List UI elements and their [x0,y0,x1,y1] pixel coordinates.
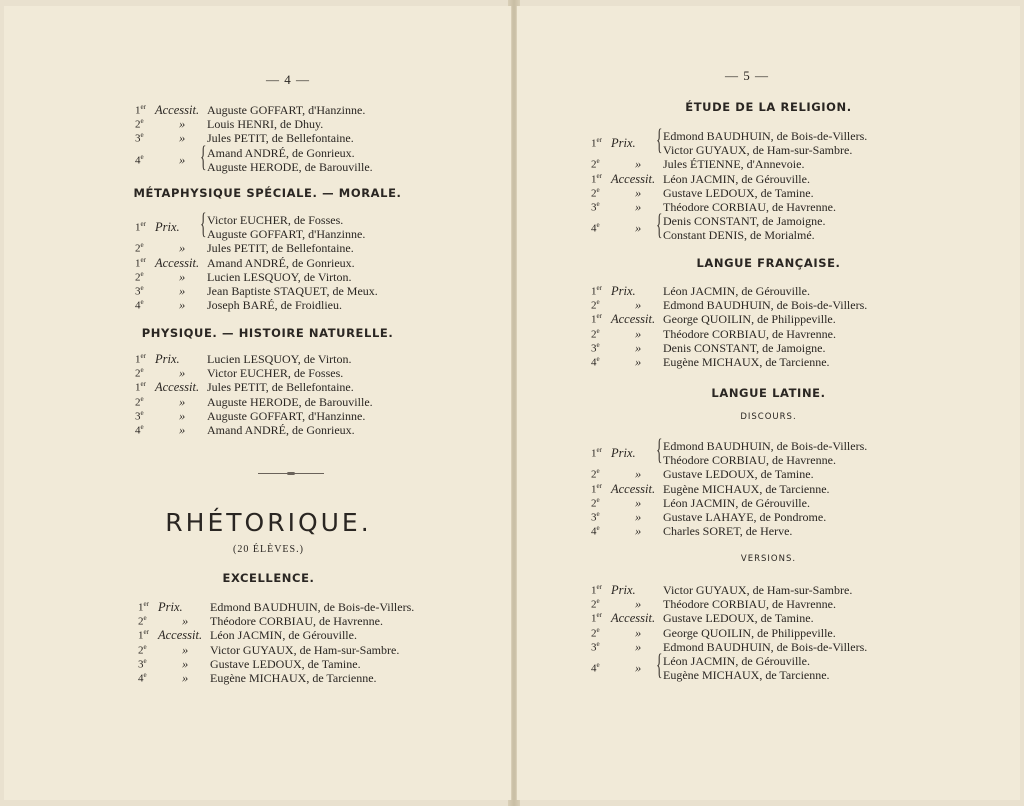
student-name: Eugène MICHAUX, de Tarcienne. [210,671,377,685]
award-label: » [635,510,642,524]
award-label: Accessit. [611,312,656,327]
student-name: Jean Baptiste STAQUET, de Meux. [207,284,378,298]
brace-mark: { [200,207,207,240]
award-label: » [635,524,642,539]
award-label: » [635,185,642,200]
rank-label: 4e [591,524,600,538]
section-title: LANGUE FRANÇAISE. [696,256,841,270]
student-name: Edmond BAUDHUIN, de Bois-de-Villers. [210,600,415,614]
rank-label: 2e [591,185,600,200]
award-label: » [179,269,186,284]
award-label: » [635,495,642,510]
award-label: » [635,467,642,482]
section-title: PHYSIQUE. — HISTOIRE NATURELLE. [141,326,394,340]
award-label: » [635,639,642,654]
student-name: Denis CONSTANT, de Jamoigne. [663,340,826,355]
award-label: » [179,423,186,437]
student-name: Edmond BAUDHUIN, de Bois-de-Villers. [663,298,868,313]
student-name: George QUOILIN, de Philippeville. [663,625,836,640]
student-name: Constant DENIS, de Morialmé. [663,228,815,243]
rank-label: 1er [135,380,146,395]
rank-label: 3e [135,408,144,423]
section-subtitle: VERSIONS. [740,554,797,564]
student-name: Auguste GOFFART, d'Hanzinne. [207,227,366,242]
rank-label: 3e [591,340,600,355]
student-name: Léon JACMIN, de Gérouville. [663,654,810,668]
student-name: Léon JACMIN, de Gérouville. [663,171,810,186]
rank-label: 1er [591,171,602,186]
award-label: » [179,131,186,146]
rank-label: 3e [135,131,144,146]
award-label: » [635,221,642,236]
student-name: Auguste GOFFART, d'Hanzinne. [207,408,366,423]
student-name: Auguste GOFFART, d'Hanzinne. [207,103,366,117]
award-label: » [182,671,189,685]
rank-label: 1er [135,103,146,117]
rank-label: 3e [591,510,600,524]
ornament-divider [258,473,324,474]
student-name: Amand ANDRÉ, de Gonrieux. [207,423,355,437]
student-name: Edmond BAUDHUIN, de Bois-de-Villers. [663,639,868,654]
rank-label: 2e [135,269,144,284]
brace-mark: { [656,208,663,242]
rank-label: 2e [138,642,147,657]
right-page [516,6,1020,800]
rank-label: 4e [135,152,144,167]
student-name: Amand ANDRÉ, de Gonrieux. [207,145,355,160]
award-label: » [179,284,186,298]
award-label: Prix. [611,284,636,298]
rank-label: 4e [138,671,147,685]
student-name: Léon JACMIN, de Gérouville. [663,495,810,510]
rank-label: 2e [135,117,144,131]
rank-label: 1er [591,312,602,327]
section-title: LANGUE LATINE. [711,386,826,400]
award-label: » [635,661,642,676]
rank-label: 1er [591,481,602,496]
page-number: — 5 — [725,68,769,83]
award-label: » [635,157,642,172]
page-title: RHÉTORIQUE. [165,508,372,537]
award-label: Prix. [158,600,183,614]
student-name: Auguste HERODE, de Barouville. [207,159,373,174]
award-label: » [179,117,186,132]
student-name: Eugène MICHAUX, de Tarcienne. [663,481,830,496]
award-label: Accessit. [611,481,656,496]
brace-mark: { [656,433,663,466]
page-number: — 4 — [266,72,310,87]
student-name: Léon JACMIN, de Gérouville. [663,284,810,298]
student-name: Gustave LEDOUX, de Tamine. [663,185,814,200]
rank-label: 2e [138,614,147,628]
rank-label: 3e [138,656,147,671]
rank-label: 1er [591,446,602,460]
rank-label: 1er [135,352,146,366]
rank-label: 1er [138,600,149,614]
rank-label: 4e [135,298,144,312]
award-label: » [635,298,642,313]
section-title: MÉTAPHYSIQUE SPÉCIALE. — MORALE. [133,186,402,200]
award-label: » [635,326,642,341]
award-label: » [179,394,186,409]
rank-label: 1er [591,611,602,626]
student-name: Edmond BAUDHUIN, de Bois-de-Villers. [663,129,868,143]
student-name: Théodore CORBIAU, de Havrenne. [663,453,836,468]
brace-mark: { [656,648,663,681]
rank-label: 2e [591,157,600,172]
student-name: Jules PETIT, de Bellefontaine. [207,241,354,256]
award-label: » [635,340,642,355]
section-subtitle: DISCOURS. [740,412,797,422]
rank-label: 2e [591,467,600,482]
student-name: Denis CONSTANT, de Jamoigne. [663,214,826,229]
award-label: Accessit. [155,255,200,270]
award-label: Prix. [611,136,636,151]
student-name: Victor EUCHER, de Fosses. [207,366,344,381]
student-name: Charles SORET, de Herve. [663,524,793,539]
student-name: Victor GUYAUX, de Ham-sur-Sambre. [663,143,853,158]
award-label: Accessit. [155,103,200,117]
brace-mark: { [656,123,663,156]
student-name: Victor EUCHER, de Fosses. [207,213,344,227]
student-name: Victor GUYAUX, de Ham-sur-Sambre. [210,642,400,657]
award-label: Accessit. [611,171,656,186]
student-name: Auguste HERODE, de Barouville. [207,394,373,409]
rank-label: 4e [591,355,600,369]
rank-label: 1er [138,628,149,643]
award-label: Prix. [155,220,180,235]
student-name: Victor GUYAUX, de Ham-sur-Sambre. [663,583,853,597]
award-label: » [179,241,186,256]
award-label: » [182,614,189,629]
student-name: Edmond BAUDHUIN, de Bois-de-Villers. [663,439,868,453]
student-name: Lucien LESQUOY, de Virton. [207,269,352,284]
rank-label: 3e [591,639,600,654]
rank-label: 4e [591,221,600,235]
student-name: Eugène MICHAUX, de Tarcienne. [663,668,830,683]
award-label: » [635,355,642,369]
student-name: Gustave LAHAYE, de Pondrome. [663,510,827,524]
rank-label: 2e [591,495,600,510]
award-label: Accessit. [611,611,656,626]
student-name: Eugène MICHAUX, de Tarcienne. [663,355,830,369]
student-name: Lucien LESQUOY, de Virton. [207,352,352,366]
student-name: Théodore CORBIAU, de Havrenne. [663,200,836,214]
award-label: » [182,656,189,671]
section-subtitle: EXCELLENCE. [222,571,315,585]
student-name: Joseph BARÉ, de Froidlieu. [207,298,342,313]
rank-label: 2e [591,597,600,611]
rank-label: 2e [591,298,600,312]
award-label: » [635,597,642,612]
award-label: Prix. [155,352,180,366]
rank-label: 3e [591,200,600,214]
rank-label: 1er [135,220,146,234]
student-name: Louis HENRI, de Dhuy. [207,117,324,132]
rank-label: 3e [135,284,144,298]
award-label: » [179,298,186,313]
student-name: Jules ÉTIENNE, d'Annevoie. [663,157,805,172]
student-name: Gustave LEDOUX, de Tamine. [663,467,814,482]
student-name: Jules PETIT, de Bellefontaine. [207,380,354,395]
rank-label: 1er [135,255,146,270]
students-count: (20 ÉLÈVES.) [233,544,304,555]
student-name: Théodore CORBIAU, de Havrenne. [210,614,383,629]
student-name: Théodore CORBIAU, de Havrenne. [663,326,836,341]
rank-label: 1er [591,136,602,150]
award-label: » [635,625,642,640]
student-name: Jules PETIT, de Bellefontaine. [207,131,354,146]
rank-label: 4e [135,423,144,437]
rank-label: 2e [135,241,144,256]
rank-label: 4e [591,661,600,675]
rank-label: 1er [591,583,602,597]
award-label: Accessit. [155,380,200,395]
rank-label: 2e [591,625,600,640]
award-label: Prix. [611,446,636,461]
rank-label: 2e [135,394,144,409]
student-name: George QUOILIN, de Philippeville. [663,312,836,327]
rank-label: 1er [591,284,602,298]
award-label: » [179,366,186,381]
left-page [4,6,512,800]
brace-mark: { [200,139,207,173]
award-label: » [635,200,642,214]
award-label: Prix. [611,583,636,597]
student-name: Gustave LEDOUX, de Tamine. [210,656,361,671]
rank-label: 2e [135,366,144,380]
student-name: Gustave LEDOUX, de Tamine. [663,611,814,626]
award-label: Accessit. [158,628,203,643]
rank-label: 2e [591,326,600,341]
student-name: Amand ANDRÉ, de Gonrieux. [207,255,355,270]
award-label: » [182,642,189,657]
section-title: ÉTUDE DE LA RELIGION. [685,100,852,114]
student-name: Théodore CORBIAU, de Havrenne. [663,597,836,612]
award-label: » [179,408,186,423]
award-label: » [179,152,186,167]
student-name: Léon JACMIN, de Gérouville. [210,628,357,643]
